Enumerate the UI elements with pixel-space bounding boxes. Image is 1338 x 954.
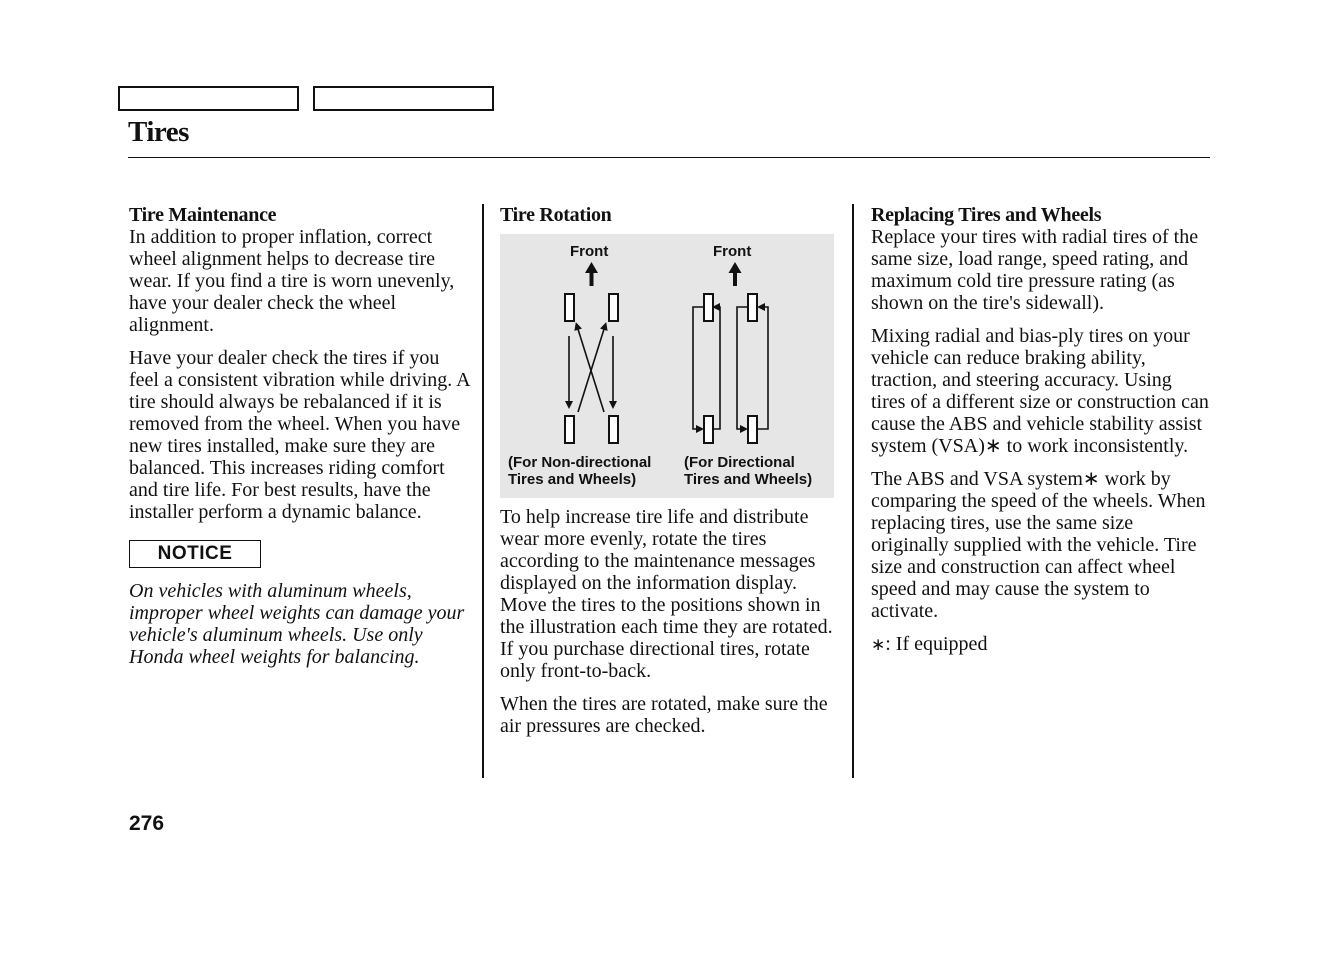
page-number: 276 (129, 812, 165, 835)
notice-text: On vehicles with aluminum wheels, improper wheel weights can damage your vehicle's aluminum wheels. Use only Honda wheel weights for balancing. (129, 580, 465, 668)
nav-tab-2[interactable] (313, 86, 494, 111)
tire-front-right (609, 294, 618, 321)
nav-tab-1[interactable] (118, 86, 299, 111)
title-divider (128, 157, 1210, 158)
tire-rear-left (565, 416, 574, 443)
front-arrow-icon (585, 262, 598, 286)
page-title: Tires (128, 116, 189, 148)
column-divider-2 (852, 204, 854, 778)
caption-directional-line2: Tires and Wheels) (684, 471, 813, 488)
caption-directional-line1: (For Directional (684, 454, 795, 471)
tire-rear-right-directional (748, 416, 757, 443)
paragraph: When the tires are rotated, make sure the air pressures are checked. (500, 693, 828, 737)
asterisk-icon: ∗ (871, 635, 886, 655)
paragraph: In addition to proper inflation, correct wheel alignment helps to decrease tire wear. If you find a tire is worn unevenly, have your dealer check the wheel alignment. (129, 226, 455, 336)
paragraph: To help increase tire life and distribute wear more evenly, rotate the tires according to the maintenance messages displayed on the information display. Move the tires to the positions shown in the illustration each time they are rotated. If you purchase directional tires, rotate only front-to-back. (500, 506, 833, 682)
footnote (871, 633, 1211, 656)
column-tire-rotation (500, 204, 840, 748)
tire-rotation-svg (500, 234, 834, 498)
paragraph: Replace your tires with radial tires of the same size, load range, speed rating, and maximum cold tire pressure rating (as shown on the tire's sidewall). (871, 226, 1199, 314)
section-heading-tire-maintenance: Tire Maintenance (129, 204, 277, 226)
tire-front-left-directional (704, 294, 713, 321)
tire-front-right-directional (748, 294, 757, 321)
caption-non-directional-line1: (For Non-directional (508, 454, 652, 471)
front-arrow-icon (729, 262, 742, 286)
paragraph: Mixing radial and bias-ply tires on your vehicle can reduce braking ability, traction, and steering accuracy. Using tires of a different size or construction can cause the ABS and vehicle stability assist system (VSA)∗ to work inconsistently. (871, 325, 1209, 457)
column-tire-maintenance (129, 204, 474, 679)
column-divider-1 (482, 204, 484, 778)
rotation-arrows-directional (693, 307, 768, 429)
tire-rear-left-directional (704, 416, 713, 443)
tire-rotation-diagram (500, 234, 834, 498)
rotation-arrows-non-directional (569, 326, 613, 412)
section-heading-replacing-tires: Replacing Tires and Wheels (871, 204, 1102, 226)
tire-rear-right (609, 416, 618, 443)
section-heading-tire-rotation: Tire Rotation (500, 204, 612, 226)
footnote-text: : If equipped (885, 633, 988, 655)
front-label-left: Front (570, 243, 609, 260)
column-replacing-tires (871, 204, 1211, 667)
paragraph: The ABS and VSA system∗ work by comparing the speed of the wheels. When replacing tires, use the same size originally supplied with the vehicle. Tire size and construction can affect wheel speed and may cause the system to activate. (871, 468, 1206, 622)
caption-non-directional-line2: Tires and Wheels) (508, 471, 637, 488)
paragraph: Have your dealer check the tires if you feel a consistent vibration while driving. A tire should always be rebalanced if it is removed from the wheel. When you have new tires installed, make sure they are balanced. This increases riding comfort and tire life. For best results, have the installer perform a dynamic balance. (129, 347, 470, 523)
notice-badge: NOTICE (129, 540, 261, 568)
tire-front-left (565, 294, 574, 321)
front-label-right: Front (713, 243, 752, 260)
